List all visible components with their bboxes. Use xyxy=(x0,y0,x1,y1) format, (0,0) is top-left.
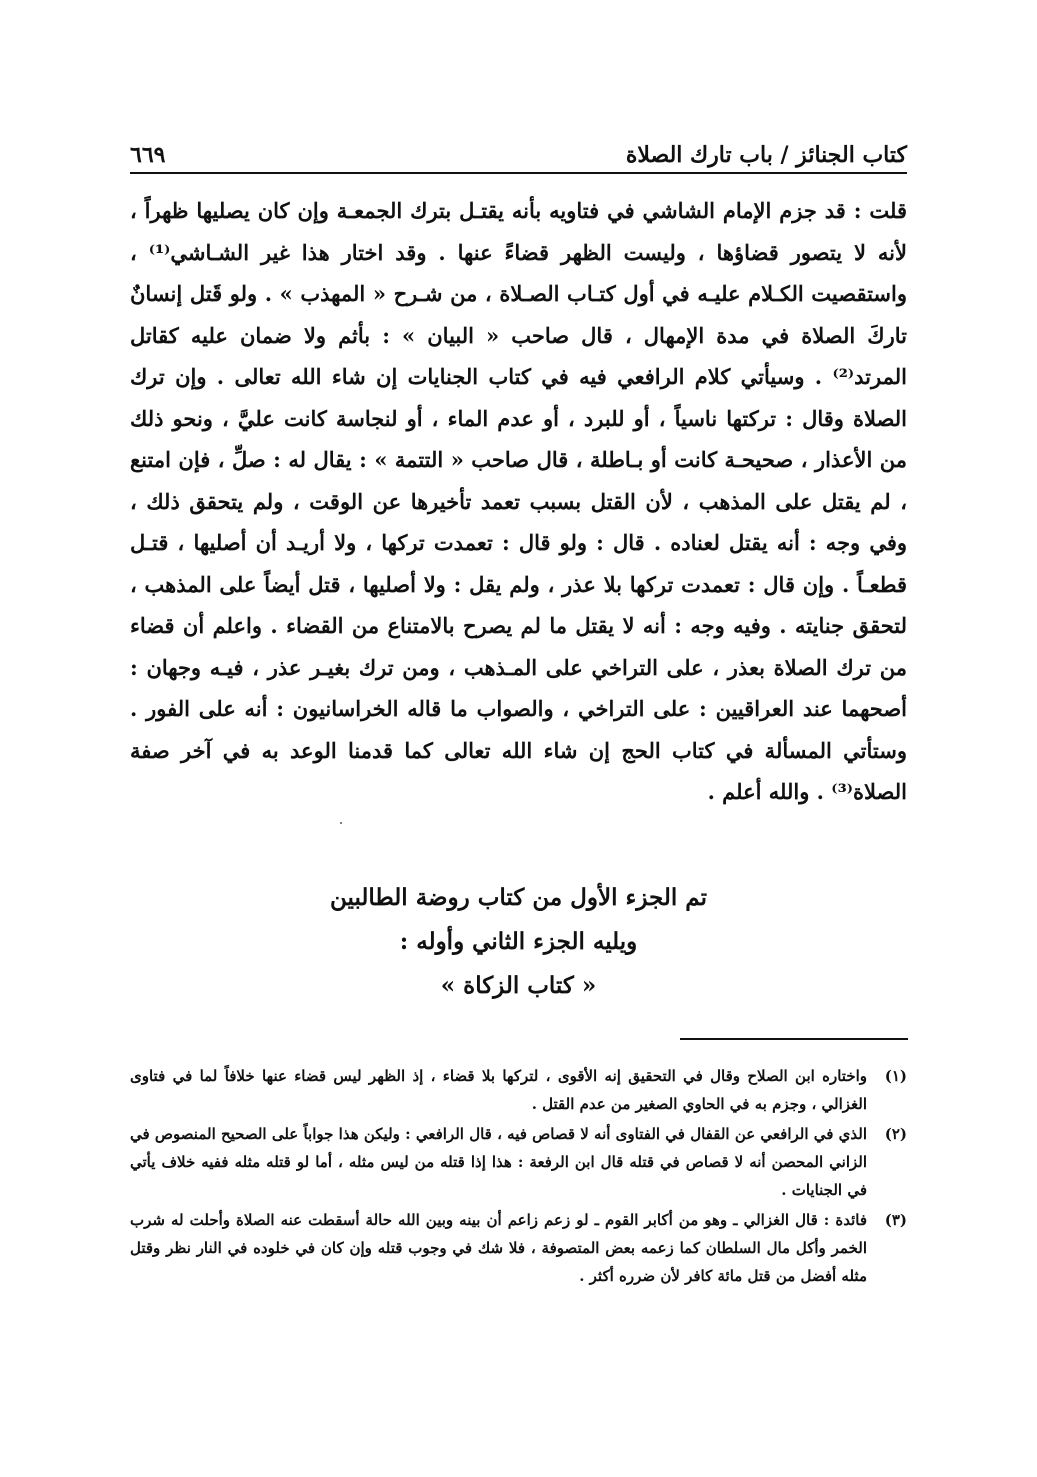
colophon-line-3: « كتاب الزكاة » xyxy=(440,972,597,999)
page-number: ٦٦٩ xyxy=(130,142,166,168)
closing-colophon xyxy=(130,876,907,1008)
footnote-text: فائدة : قال الغزالي ـ وهو من أكابر القوم ـ لو زعم زاعم أن بينه وبين الله حالة أسقطت عنه الصلاة وأحلت له شرب الخمر وأكل مال السلطان كما زعمه بعض المتصوفة ، فلا شك في وجوب قتله وإن كان في خلوده في النار نظر وقتل مثله أفضل من قتل مائة كافر لأن ضرره أكثر . xyxy=(130,1211,867,1285)
footnote-number: (٣) xyxy=(884,1211,907,1229)
main-paragraph: قلت : قد جزم الإمام الشاشي في فتاويه بأنه يقتـل بترك الجمعـة وإن كان يصليها ظهراً ، لأنه لا يتصور قضاؤها ، وليست الظهر قضاءً عنها . وقد اختار هذا غير الشـاشي⁽¹⁾ ، واستقصيت الكـلام عليـه في أول كتـاب الصـلاة ، من شـرح « المهذب » . ولو قَتل إنسانٌ تاركَ الصلاة في مدة الإمهال ، قال صاحب « البيان » : بأثم ولا ضمان عليه كقاتل المرتد⁽²⁾ . وسيأتي كلام الرافعي فيه في كتاب الجنايات إن شاء الله تعالى . وإن ترك الصلاة وقال : تركتها ناسياً ، أو للبرد ، أو عدم الماء ، أو لنجاسة كانت عليَّ ، ونحو ذلك من الأعذار ، صحيحـة كانت أو بـاطلة ، قال صاحب « التتمة » : يقال له : صلِّ ، فإن امتنع ، لم يقتل على المذهب ، لأن القتل بسبب تعمد تأخيرها عن الوقت ، ولم يتحقق ذلك ، وفي وجه : أنه يقتل لعناده . قال : ولو قال : تعمدت تركها ، ولا أريـد أن أصليها ، قتـل قطعـاً . وإن قال : تعمدت تركها بلا عذر ، ولم يقل : ولا أصليها ، قتل أيضاً على المذهب ، لتحقق جنايته . وفيه وجه : أنه لا يقتل ما لم يصرح بالامتناع من القضاء . واعلم أن قضاء من ترك الصلاة بعذر ، على التراخي على المـذهب ، ومن ترك بغيـر عذر ، فيـه وجهان : أصحهما عند العراقيين : على التراخي ، والصواب ما قاله الخراسانيون : أنه على الفور . وستأتي المسألة في كتاب الحج إن شاء الله تعالى كما قدمنا الوعد به في آخر صفة الصلاة⁽³⁾ . والله أعلم . xyxy=(130,198,907,804)
colophon-line-1: تم الجزء الأول من كتاب روضة الطالبين xyxy=(330,884,707,911)
chapter-title: كتاب الجنائز / باب تارك الصلاة xyxy=(625,142,907,168)
colophon-line-2: ويليه الجزء الثاني وأوله : xyxy=(399,928,638,955)
footnote-2 xyxy=(130,1120,907,1204)
footnote-rule xyxy=(680,1038,908,1040)
main-text xyxy=(130,190,907,813)
running-header xyxy=(130,120,907,168)
footnote-number: (٢) xyxy=(884,1125,907,1143)
footnote-number: (١) xyxy=(884,1067,907,1085)
footnotes xyxy=(130,1062,907,1292)
header-rule xyxy=(130,172,907,174)
footnote-1 xyxy=(130,1062,907,1118)
footnote-text: الذي في الرافعي عن القفال في الفتاوى أنه لا قصاص فيه ، قال الرافعي : وليكن هذا جواباً على الصحيح المنصوص في الزاني المحصن أنه لا قصاص في قتله قال ابن الرفعة : هذا إذا قتله من ليس مثله ، أما لو قتله مثله ففيه خلاف يأتي في الجنايات . xyxy=(130,1125,867,1199)
print-speck xyxy=(340,822,342,824)
footnote-text: واختاره ابن الصلاح وقال في التحقيق إنه الأقوى ، لتركها بلا قضاء ، إذ الظهر ليس قضاء عنها خلافاً لما في فتاوى الغزالي ، وجزم به في الحاوي الصغير من عدم القتل . xyxy=(130,1067,867,1113)
footnote-3 xyxy=(130,1206,907,1290)
